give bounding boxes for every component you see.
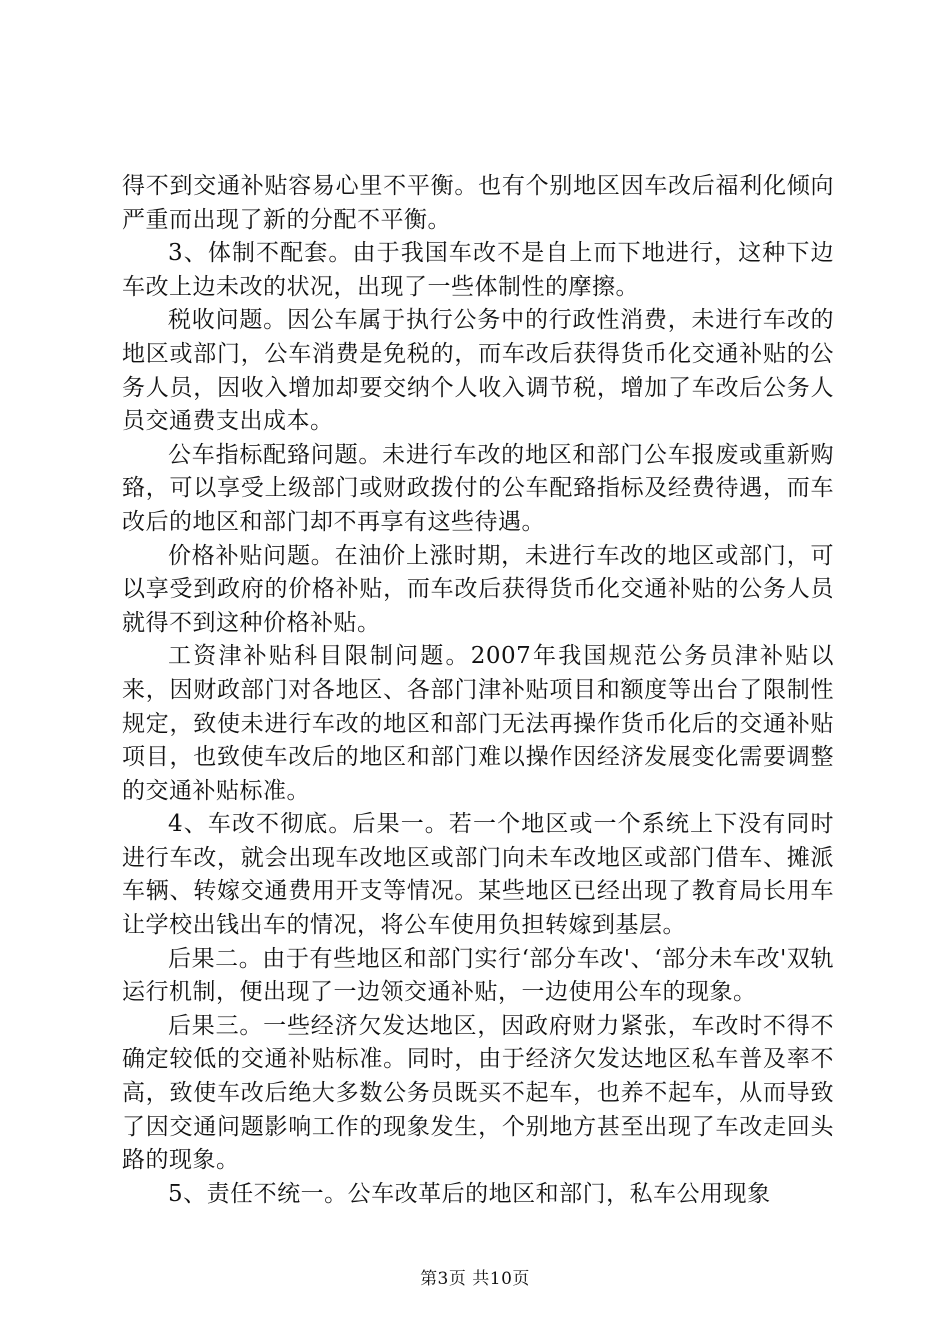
paragraph-consequence-two: 后果二。由于有些地区和部门实行‘部分车改'、‘部分未车改'双轨运行机制，便出现了一边领交通补贴，一边使用公车的现象。 [122,945,834,1006]
paragraph-system-mismatch: 3、体制不配套。由于我国车改不是自上而下地进行，这种下边车改上边未改的状况，出现了一些体制性的摩擦。 [122,240,834,300]
paragraph-incomplete-reform: 4、车改不彻底。后果一。若一个地区或一个系统上下没有同时进行车改，就会出现车改地区或部门向未车改地区或部门借车、摊派车辆、转嫁交通费用开支等情况。某些地区已经出现了教育局长用车让学校出钱出车的情况，将公车使用负担转嫁到基层。 [122,811,834,939]
paragraph-continued: 得不到交通补贴容易心里不平衡。也有个别地区因车改后福利化倾向严重而出现了新的分配不平衡。 [122,173,834,233]
body-text [122,170,834,1211]
paragraph-tax-issue: 税收问题。因公车属于执行公务中的行政性消费，未进行车改的地区或部门，公车消费是免税的，而车改后获得货币化交通补贴的公务人员，因收入增加却要交纳个人收入调节税，增加了车改后公务人员交通费支出成本。 [122,307,834,435]
page-footer: 第3页 共10页 [420,1269,530,1289]
paragraph-vehicle-quota: 公车指标配臵问题。未进行车改的地区和部门公车报废或重新购臵，可以享受上级部门或财政拨付的公车配臵指标及经费待遇，而车改后的地区和部门却不再享有这些待遇。 [122,441,834,535]
paragraph-price-subsidy: 价格补贴问题。在油价上涨时期，未进行车改的地区或部门，可以享受到政府的价格补贴，而车改后获得货币化交通补贴的公务人员就得不到这种价格补贴。 [122,542,834,636]
paragraph-responsibility: 5、责任不统一。公车改革后的地区和部门，私车公用现象 [168,1180,771,1207]
paragraph-consequence-three: 后果三。一些经济欠发达地区，因政府财力紧张，车改时不得不确定较低的交通补贴标准。同时，由于经济欠发达地区私车普及率不高，致使车改后绝大多数公务员既买不起车，也养不起车，从而导致了因交通问题影响工作的现象发生，个别地方甚至出现了车改走回头路的现象。 [122,1012,834,1174]
paragraph-wage-allowance: 工资津补贴科目限制问题。2007年我国规范公务员津补贴以来，因财政部门对各地区、各部门津补贴项目和额度等出台了限制性规定，致使未进行车改的地区和部门无法再操作货币化后的交通补贴项目，也致使车改后的地区和部门难以操作因经济发展变化需要调整的交通补贴标准。 [122,643,834,804]
